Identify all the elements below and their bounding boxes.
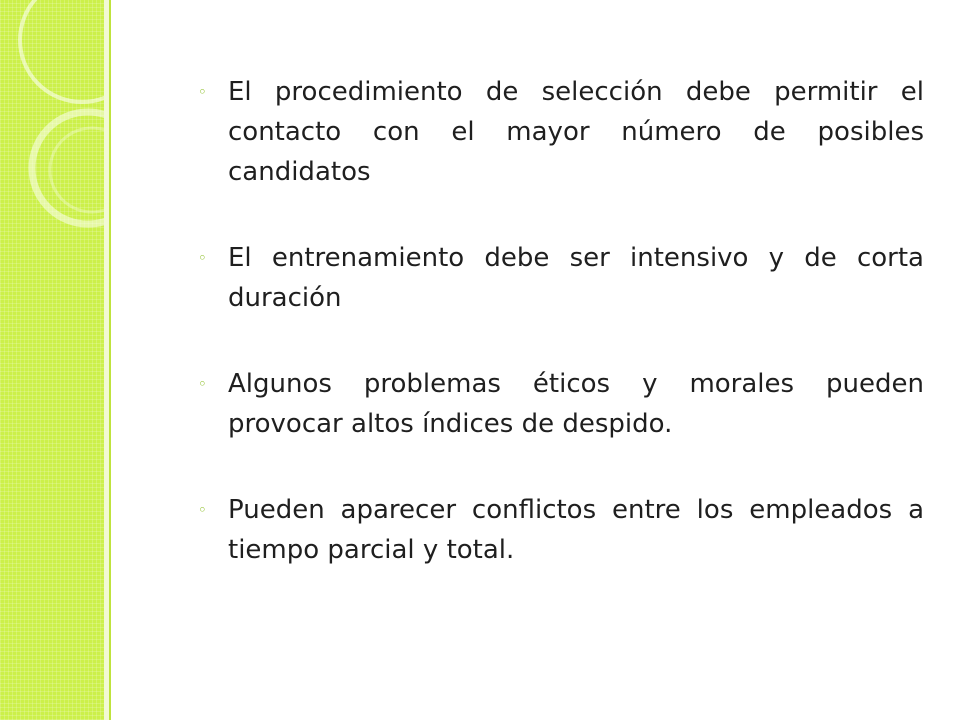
list-item: [198, 364, 924, 444]
bullet-circle-icon: ◦: [198, 501, 207, 519]
decorative-circles-icon: [0, 0, 104, 260]
list-item: [198, 238, 924, 318]
bullet-circle-icon: ◦: [198, 249, 207, 267]
bullet-text: El procedimiento de selección debe permitir el contacto con el mayor número de posibles candidatos: [228, 77, 924, 187]
list-item: [198, 72, 924, 192]
bullet-list: [198, 72, 924, 616]
bullet-text: Algunos problemas éticos y morales pueden provocar altos índices de despido.: [228, 369, 924, 439]
list-item: [198, 490, 924, 570]
bullet-text: Pueden aparecer conflictos entre los empleados a tiempo parcial y total.: [228, 495, 924, 565]
bullet-circle-icon: ◦: [198, 83, 207, 101]
sidebar-edge-line: [109, 0, 111, 720]
decorative-sidebar: [0, 0, 104, 720]
bullet-text: El entrenamiento debe ser intensivo y de corta duración: [228, 243, 924, 313]
bullet-circle-icon: ◦: [198, 375, 207, 393]
